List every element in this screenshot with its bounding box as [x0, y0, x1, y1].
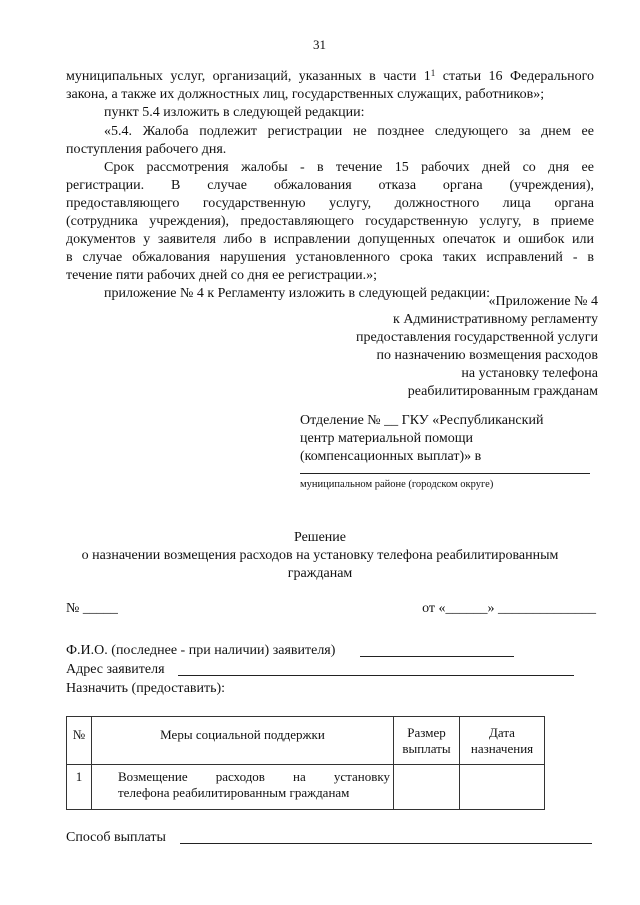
- body-line-4: «5.4. Жалоба подлежит регистрации не позднее следующего за днем ее: [104, 124, 594, 139]
- table-header-row: [67, 717, 545, 765]
- addressee-fill-line: [300, 473, 590, 474]
- annex-line-3: предоставления государственной услуги: [356, 330, 598, 345]
- row-num: 1: [67, 765, 92, 810]
- body-line-6: Срок рассмотрения жалобы - в течение 15 рабочих дней со дня ее: [104, 160, 594, 175]
- fio-label: Ф.И.О. (последнее - при наличии) заявителя): [66, 643, 336, 658]
- decision-subtitle-1: о назначении возмещения расходов на установку телефона реабилитированным: [81, 548, 559, 563]
- body-line-10: документов у заявителя либо в исправлении допущенных опечаток и ошибок или: [66, 232, 594, 247]
- payment-label: Способ выплаты: [66, 830, 166, 845]
- support-measures-table: [66, 716, 545, 810]
- body-line-13: приложение № 4 к Регламенту изложить в следующей редакции:: [104, 286, 490, 301]
- body-line-7: регистрации. В случае обжалования отказа органа (учреждения),: [66, 178, 594, 193]
- decision-subtitle-2: гражданам: [287, 566, 353, 581]
- annex-line-6: реабилитированным гражданам: [407, 384, 598, 399]
- row-amount[interactable]: [394, 765, 460, 810]
- body-line-1: муниципальных услуг, организаций, указанных в части $1^1$ статьи 16 Федерального: [66, 68, 594, 84]
- decision-title: Решение: [293, 530, 346, 545]
- addressee-line-3: (компенсационных выплат)» в: [300, 449, 482, 464]
- body-line-9: (сотрудника учреждения), предоставляющего государственную услугу, в приеме: [66, 214, 594, 229]
- decision-date: от «______» ______________: [422, 601, 596, 616]
- body-line-11: в случае обжалования нарушения установленного срока таких исправлений - в: [66, 250, 594, 265]
- assign-label: Назначить (предоставить):: [66, 681, 226, 696]
- address-label: Адрес заявителя: [66, 662, 165, 677]
- addressee-caption: муниципальном районе (городском округе): [300, 479, 494, 490]
- decision-number: № _____: [66, 601, 118, 616]
- fio-input-line[interactable]: [360, 656, 514, 657]
- body-line-5: поступления рабочего дня.: [66, 142, 227, 157]
- body-line-8: предоставляющего государственную услугу, должностного лица органа: [66, 196, 594, 211]
- row-date[interactable]: [460, 765, 545, 810]
- header-date: Дата назначения: [460, 717, 545, 765]
- body-line-2: закона, а также их должностных лиц, государственных служащих, работников»;: [66, 87, 545, 102]
- page-number: 31: [313, 37, 326, 52]
- annex-line-4: по назначению возмещения расходов: [376, 348, 598, 363]
- row-measure: Возмещение расходов на установку телефона реабилитированным гражданам: [92, 765, 394, 810]
- annex-line-1: «Приложение № 4: [488, 294, 598, 309]
- address-input-line[interactable]: [178, 675, 574, 676]
- payment-input-line[interactable]: [180, 843, 592, 844]
- addressee-line-1: Отделение № __ ГКУ «Республиканский: [300, 413, 544, 428]
- header-amount: Размер выплаты: [394, 717, 460, 765]
- header-measures: Меры социальной поддержки: [92, 717, 394, 765]
- addressee-line-2: центр материальной помощи: [300, 431, 473, 446]
- body-line-3: пункт 5.4 изложить в следующей редакции:: [104, 105, 365, 120]
- annex-line-2: к Административному регламенту: [393, 312, 598, 327]
- header-num: №: [67, 717, 92, 765]
- annex-line-5: на установку телефона: [461, 366, 598, 381]
- table-row: [67, 765, 545, 810]
- body-line-12: течение пяти рабочих дней со дня ее регистрации.»;: [66, 268, 378, 283]
